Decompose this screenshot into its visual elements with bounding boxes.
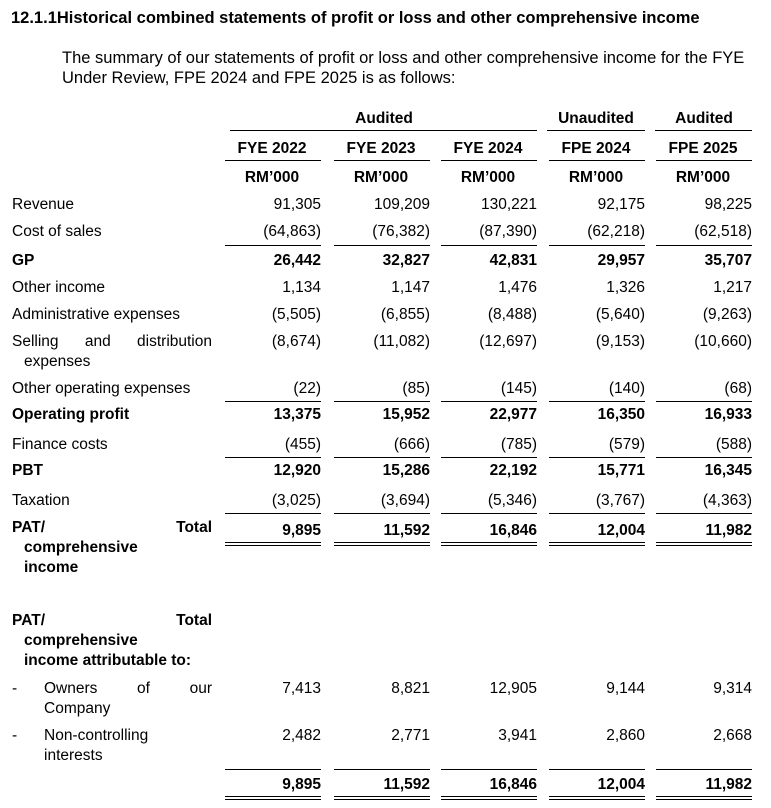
row-label-gp: GP	[12, 252, 35, 269]
subtotal-rule	[441, 513, 537, 514]
cell-gp: 26,442	[273, 252, 321, 269]
cell-nci: 2,771	[391, 727, 430, 744]
cell-total: 11,592	[383, 776, 430, 793]
cell-admin: (8,488)	[487, 306, 537, 323]
cell-owners: 7,413	[282, 680, 321, 697]
column-header-rule	[334, 160, 430, 161]
row-label-selling-word: distribution	[137, 333, 212, 350]
subtotal-rule	[656, 457, 752, 458]
subtotal-rule	[549, 769, 645, 770]
total-rule-double	[334, 799, 430, 800]
cell-revenue: 92,175	[597, 196, 645, 213]
row-label-selling-line2: expenses	[24, 353, 91, 370]
cell-fc: (579)	[608, 436, 645, 453]
cell-cos: (64,863)	[263, 223, 321, 240]
rule-audited-fpe	[655, 130, 752, 131]
column-header: FPE 2024	[561, 140, 631, 157]
cell-pat: 11,982	[705, 522, 752, 539]
cell-cos: (87,390)	[479, 223, 537, 240]
cell-revenue: 98,225	[704, 196, 752, 213]
subtotal-rule	[441, 457, 537, 458]
total-rule	[549, 542, 645, 543]
total-rule-double	[225, 799, 321, 800]
cell-op: 22,977	[489, 406, 537, 423]
cell-cos: (62,218)	[587, 223, 645, 240]
cell-tax: (3,694)	[380, 492, 430, 509]
row-label-pbt: PBT	[12, 462, 43, 479]
column-header-rule	[549, 160, 645, 161]
total-rule	[225, 542, 321, 543]
cell-revenue: 130,221	[480, 196, 537, 213]
cell-pat: 11,592	[383, 522, 430, 539]
intro-paragraph: The summary of our statements of profit or loss and other comprehensive income for the FYE Under Review, FPE 2024 and FPE 2025 is as follows:	[62, 49, 745, 87]
row-label-pat	[12, 518, 212, 537]
row-label-nci: Non-controlling	[44, 727, 149, 744]
row-label-attr-word: Total	[176, 612, 212, 629]
cell-pat: 9,895	[282, 522, 321, 539]
total-rule	[441, 796, 537, 797]
rule-audited	[230, 130, 537, 131]
total-rule-double	[549, 799, 645, 800]
cell-admin: (6,855)	[380, 306, 430, 323]
cell-ooe: (145)	[500, 380, 537, 397]
total-rule-double	[441, 545, 537, 546]
total-rule-double	[225, 545, 321, 546]
row-label-op: Operating profit	[12, 406, 130, 423]
row-label-pat-word: Total	[176, 519, 212, 536]
unit-label: RM’000	[568, 169, 624, 186]
subtotal-rule	[334, 457, 430, 458]
cell-cos: (76,382)	[372, 223, 430, 240]
row-label-revenue: Revenue	[12, 196, 75, 213]
total-rule	[334, 796, 430, 797]
column-header-rule	[441, 160, 537, 161]
column-header: FYE 2022	[237, 140, 307, 157]
cell-tax: (4,363)	[702, 492, 752, 509]
cell-ooe: (68)	[724, 380, 752, 397]
subtotal-rule	[334, 769, 430, 770]
cell-oi: 1,217	[713, 279, 752, 296]
row-label-owners-line2: Company	[44, 700, 111, 717]
row-label-nci-line2: interests	[44, 747, 103, 764]
total-rule-double	[334, 545, 430, 546]
group-header-unaudited: Unaudited	[558, 110, 634, 127]
cell-oi: 1,326	[606, 279, 645, 296]
subtotal-rule	[225, 401, 321, 402]
subtotal-rule	[549, 245, 645, 246]
cell-owners: 12,905	[489, 680, 537, 697]
subtotal-rule	[441, 245, 537, 246]
row-label-selling	[12, 332, 212, 351]
row-dash: -	[12, 727, 18, 744]
subtotal-rule	[656, 245, 752, 246]
cell-fc: (455)	[284, 436, 321, 453]
row-label-oi: Other income	[12, 279, 106, 296]
subtotal-rule	[225, 245, 321, 246]
group-header-audited: Audited	[355, 110, 413, 127]
subtotal-rule	[549, 513, 645, 514]
row-label-owners	[44, 679, 212, 698]
cell-pbt: 15,286	[382, 462, 430, 479]
row-label-owners-word: Owners	[44, 680, 98, 697]
cell-selling: (8,674)	[271, 333, 321, 350]
subtotal-rule	[441, 769, 537, 770]
subtotal-rule	[334, 401, 430, 402]
cell-selling: (11,082)	[373, 333, 430, 350]
cell-pbt: 12,920	[273, 462, 321, 479]
cell-selling: (12,697)	[479, 333, 537, 350]
cell-gp: 32,827	[382, 252, 430, 269]
total-rule	[549, 796, 645, 797]
subtotal-rule	[656, 769, 752, 770]
section-heading: 12.1.1Historical combined statements of profit or loss and other comprehensive income	[11, 9, 700, 27]
cell-owners: 9,144	[606, 680, 645, 697]
row-label-pat-line3: income	[24, 559, 79, 576]
total-rule-double	[441, 799, 537, 800]
cell-oi: 1,476	[498, 279, 537, 296]
row-label-owners-word: of	[137, 680, 150, 697]
cell-gp: 42,831	[489, 252, 537, 269]
total-rule-double	[656, 545, 752, 546]
subtotal-rule	[225, 513, 321, 514]
cell-pbt: 22,192	[489, 462, 537, 479]
subtotal-rule	[225, 457, 321, 458]
cell-ooe: (140)	[608, 380, 645, 397]
cell-op: 13,375	[273, 406, 321, 423]
subtotal-rule	[549, 401, 645, 402]
subtotal-rule	[656, 401, 752, 402]
cell-op: 15,952	[382, 406, 430, 423]
subtotal-rule	[441, 401, 537, 402]
cell-pbt: 15,771	[597, 462, 645, 479]
cell-admin: (5,640)	[595, 306, 645, 323]
row-label-pat-line2: comprehensive	[24, 539, 138, 556]
row-label-attr-line3: income attributable to:	[24, 652, 192, 669]
cell-admin: (5,505)	[271, 306, 321, 323]
total-rule-double	[549, 545, 645, 546]
total-rule	[334, 542, 430, 543]
cell-nci: 3,941	[498, 727, 537, 744]
cell-selling: (10,660)	[694, 333, 752, 350]
unit-label: RM’000	[675, 169, 731, 186]
group-header-audited-fpe: Audited	[675, 110, 733, 127]
cell-gp: 35,707	[704, 252, 752, 269]
cell-total: 16,846	[489, 776, 537, 793]
total-rule-double	[656, 799, 752, 800]
cell-selling: (9,153)	[595, 333, 645, 350]
cell-op: 16,933	[704, 406, 752, 423]
row-label-attr-line2: comprehensive	[24, 632, 138, 649]
cell-oi: 1,147	[391, 279, 430, 296]
subtotal-rule	[334, 513, 430, 514]
subtotal-rule	[334, 245, 430, 246]
total-rule	[225, 796, 321, 797]
cell-op: 16,350	[597, 406, 645, 423]
subtotal-rule	[549, 457, 645, 458]
row-label-fc: Finance costs	[12, 436, 108, 453]
subtotal-rule	[656, 513, 752, 514]
rule-unaudited	[547, 130, 645, 131]
row-label-tax: Taxation	[12, 492, 70, 509]
cell-owners: 8,821	[391, 680, 430, 697]
cell-revenue: 109,209	[373, 196, 430, 213]
cell-admin: (9,263)	[702, 306, 752, 323]
cell-total: 11,982	[705, 776, 752, 793]
row-label-admin: Administrative expenses	[12, 306, 180, 323]
row-label-attr	[12, 611, 212, 630]
cell-fc: (588)	[715, 436, 752, 453]
cell-ooe: (85)	[402, 380, 430, 397]
total-rule	[656, 796, 752, 797]
column-header-rule	[225, 160, 321, 161]
total-rule	[656, 542, 752, 543]
cell-nci: 2,482	[282, 727, 321, 744]
unit-label: RM’000	[244, 169, 300, 186]
cell-total: 12,004	[597, 776, 645, 793]
cell-tax: (3,025)	[271, 492, 321, 509]
column-header: FYE 2024	[453, 140, 523, 157]
cell-revenue: 91,305	[273, 196, 321, 213]
total-rule	[441, 542, 537, 543]
row-label-selling-word: Selling	[12, 333, 59, 350]
column-header: FPE 2025	[668, 140, 738, 157]
cell-nci: 2,668	[713, 727, 752, 744]
cell-owners: 9,314	[713, 680, 752, 697]
subtotal-rule	[225, 769, 321, 770]
unit-label: RM’000	[460, 169, 516, 186]
cell-pat: 16,846	[489, 522, 537, 539]
cell-tax: (3,767)	[595, 492, 645, 509]
cell-nci: 2,860	[606, 727, 645, 744]
row-label-selling-word: and	[84, 333, 111, 350]
row-label-ooe: Other operating expenses	[12, 380, 191, 397]
row-label-attr-word: PAT/	[12, 612, 46, 629]
cell-pat: 12,004	[597, 522, 645, 539]
cell-gp: 29,957	[597, 252, 645, 269]
row-label-owners-word: our	[189, 680, 212, 697]
cell-ooe: (22)	[293, 380, 321, 397]
cell-tax: (5,346)	[487, 492, 537, 509]
cell-oi: 1,134	[282, 279, 321, 296]
cell-fc: (666)	[393, 436, 430, 453]
cell-cos: (62,518)	[694, 223, 752, 240]
row-dash: -	[12, 680, 18, 697]
cell-total: 9,895	[282, 776, 321, 793]
column-header: FYE 2023	[346, 140, 416, 157]
row-label-pat-word: PAT/	[12, 519, 46, 536]
row-label-cos: Cost of sales	[12, 223, 102, 240]
unit-label: RM’000	[353, 169, 409, 186]
column-header-rule	[656, 160, 752, 161]
cell-fc: (785)	[500, 436, 537, 453]
cell-pbt: 16,345	[704, 462, 752, 479]
